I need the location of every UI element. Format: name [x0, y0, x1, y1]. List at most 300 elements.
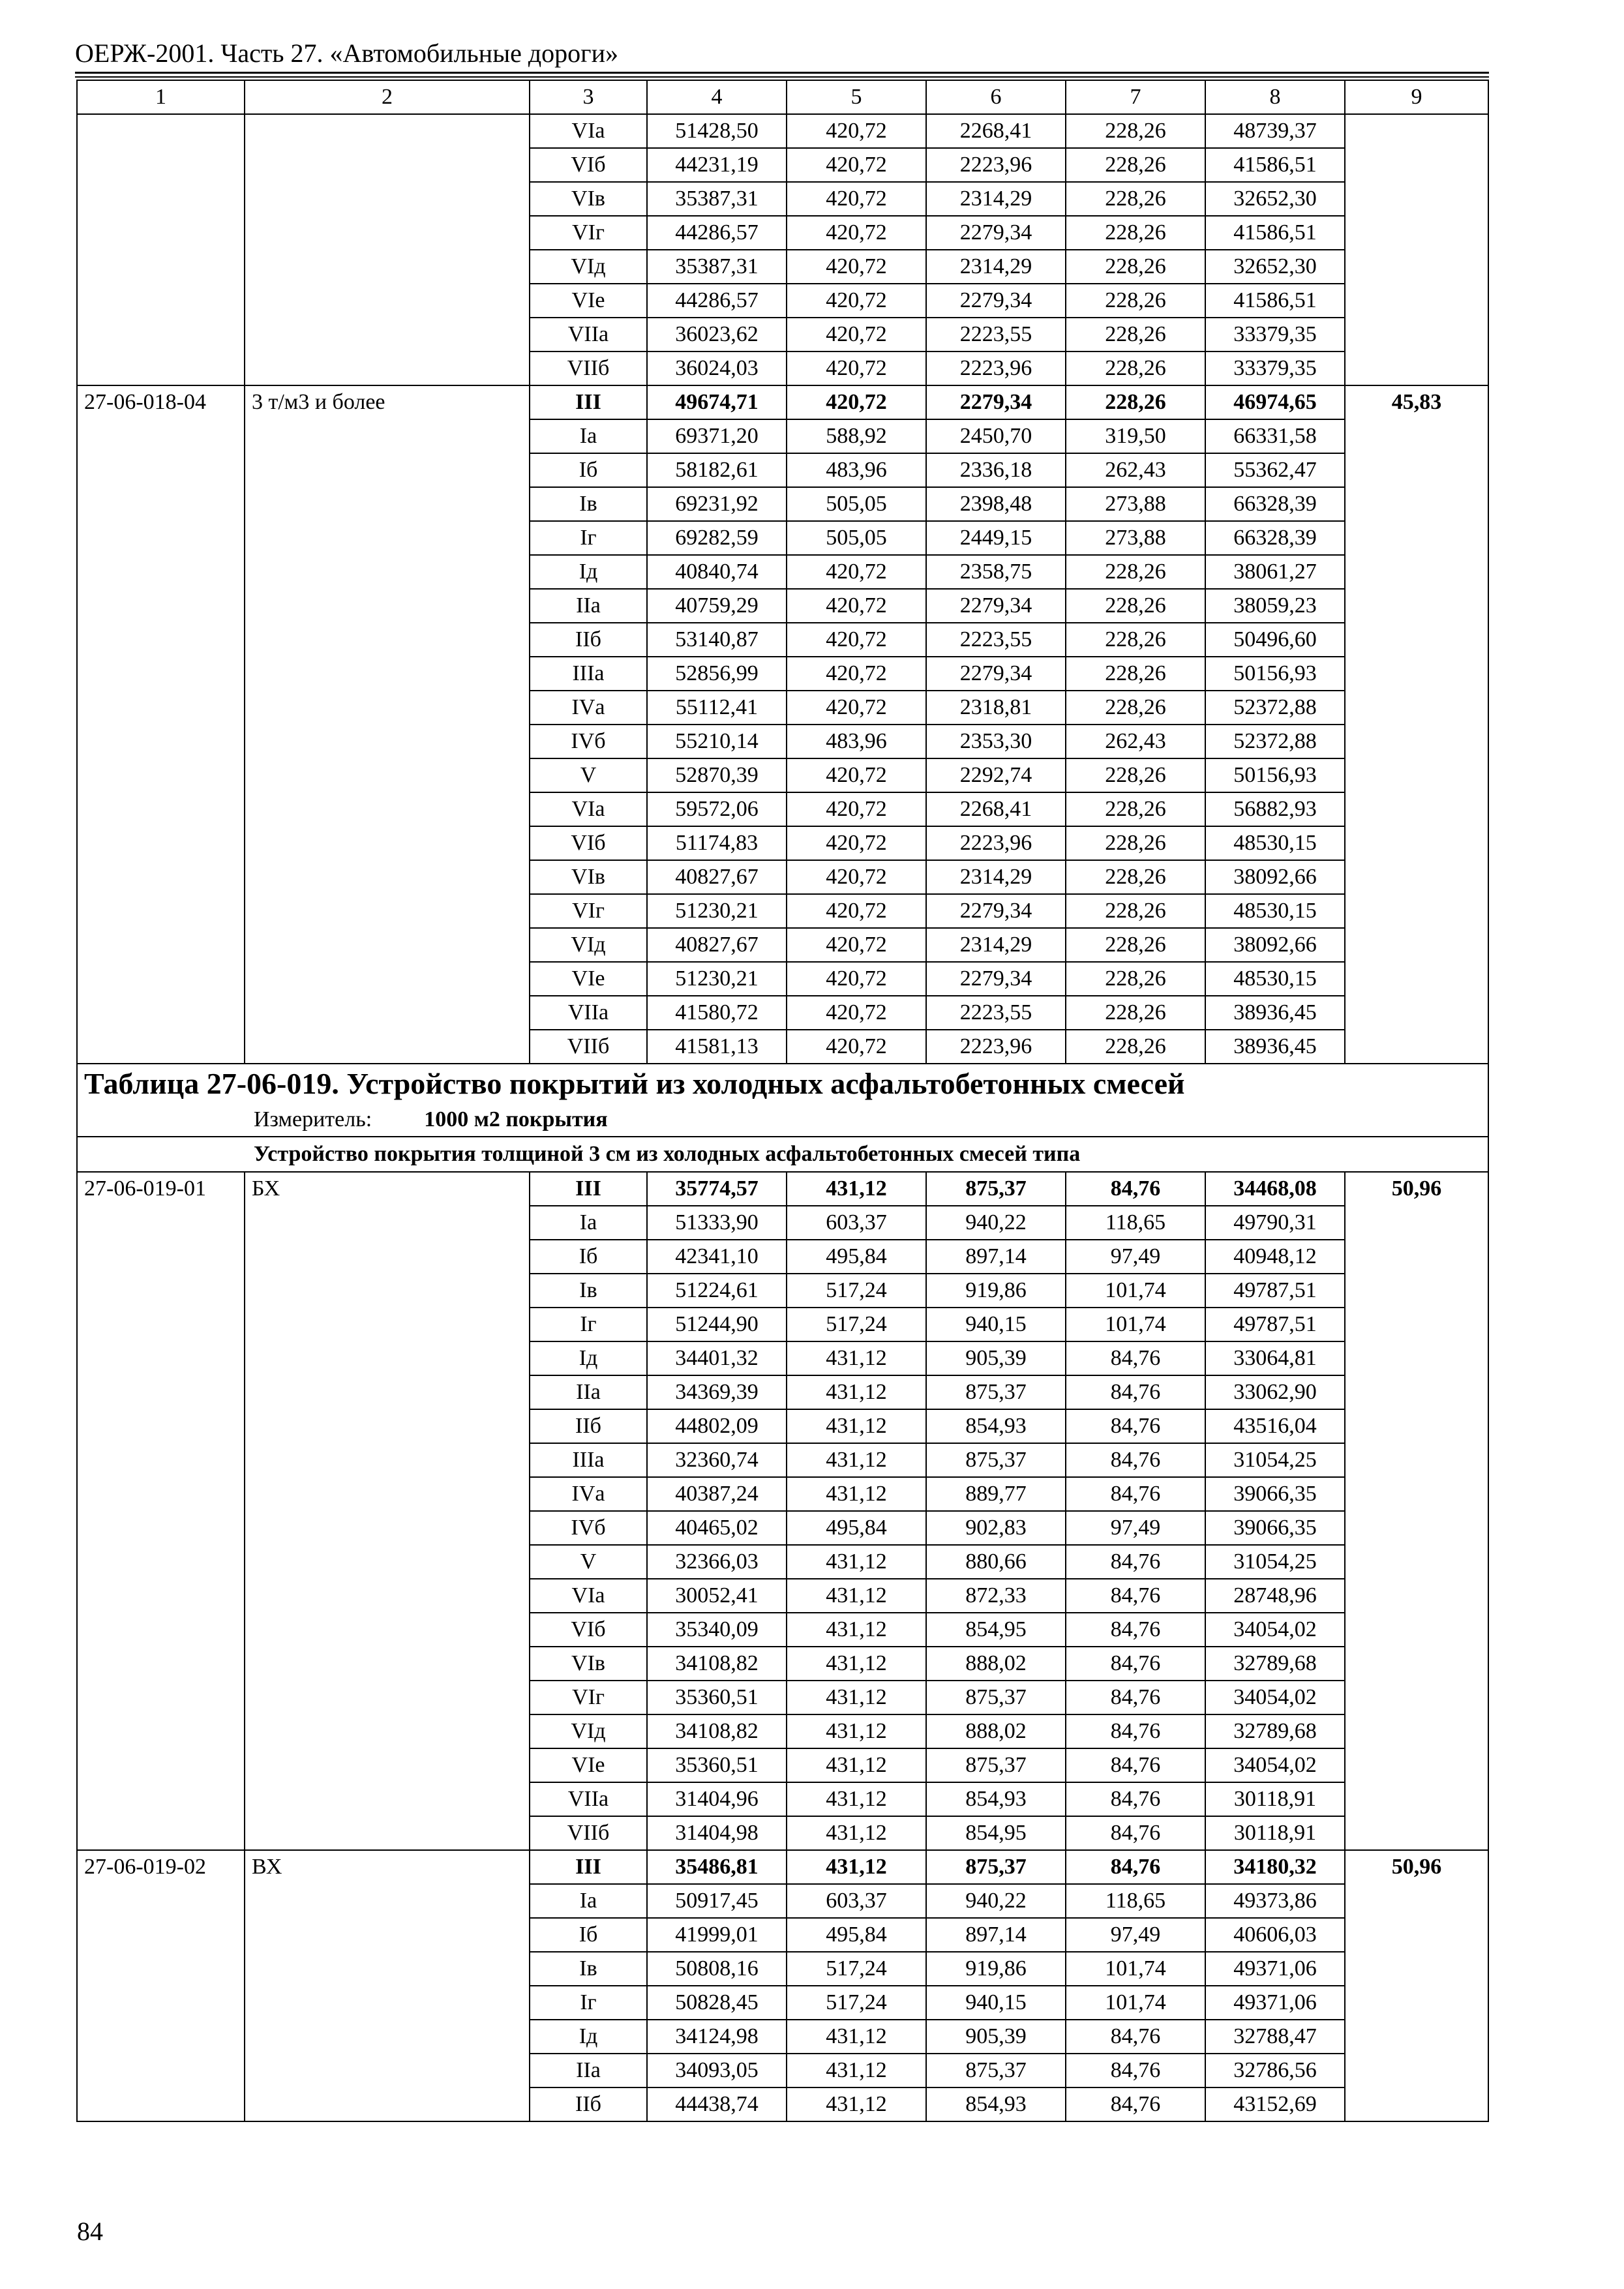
value-cell: 431,12: [787, 1443, 926, 1477]
value-cell: 69371,20: [647, 419, 787, 453]
value-cell: 2223,96: [926, 352, 1066, 385]
value-cell: 420,72: [787, 182, 926, 216]
zone-cell: VIе: [530, 962, 647, 996]
value-cell: 51230,21: [647, 962, 787, 996]
value-cell: 40606,03: [1205, 1918, 1345, 1952]
value-cell: 228,26: [1066, 385, 1205, 419]
zone-cell: IVа: [530, 691, 647, 725]
value-cell: 2223,96: [926, 826, 1066, 860]
value-cell: 38059,23: [1205, 589, 1345, 623]
value-cell: 2314,29: [926, 182, 1066, 216]
value-cell: 2314,29: [926, 250, 1066, 284]
measure-value: 1000 м2 покрытия: [424, 1107, 608, 1131]
zone-cell: Iг: [530, 1308, 647, 1341]
value-cell: 889,77: [926, 1477, 1066, 1511]
value-cell: 2398,48: [926, 487, 1066, 521]
zone-cell: IIIа: [530, 1443, 647, 1477]
value-cell: 420,72: [787, 284, 926, 318]
value-cell: 44231,19: [647, 148, 787, 182]
value-cell: 50808,16: [647, 1952, 787, 1986]
measure-label: Измеритель:: [254, 1107, 372, 1131]
value-cell: 420,72: [787, 691, 926, 725]
value-cell: 69282,59: [647, 521, 787, 555]
zone-cell: Iа: [530, 1884, 647, 1918]
value-cell: 34401,32: [647, 1341, 787, 1375]
value-cell: 84,76: [1066, 1579, 1205, 1613]
value-cell: 49787,51: [1205, 1274, 1345, 1308]
value-cell: 34054,02: [1205, 1613, 1345, 1647]
value-cell: 505,05: [787, 521, 926, 555]
zone-cell: VIIа: [530, 318, 647, 352]
value-cell: 875,37: [926, 1850, 1066, 1884]
value-cell: 33379,35: [1205, 318, 1345, 352]
rate-name-cell: [245, 114, 530, 385]
value-cell: 41586,51: [1205, 216, 1345, 250]
value-cell: 34369,39: [647, 1375, 787, 1409]
value-cell: 431,12: [787, 1172, 926, 1206]
value-cell: 228,26: [1066, 962, 1205, 996]
column-number-row: [77, 80, 1488, 114]
rates-table: [76, 80, 1489, 2122]
zone-cell: Iг: [530, 1986, 647, 2020]
value-cell: 34124,98: [647, 2020, 787, 2054]
value-cell: 40827,67: [647, 928, 787, 962]
zone-cell: VIд: [530, 250, 647, 284]
value-cell: 40827,67: [647, 860, 787, 894]
value-cell: 40840,74: [647, 555, 787, 589]
page-number: 84: [77, 2217, 103, 2246]
col9-cell: 50,96: [1345, 1172, 1488, 1850]
zone-cell: IIб: [530, 623, 647, 657]
zone-cell: Iб: [530, 1918, 647, 1952]
value-cell: 40387,24: [647, 1477, 787, 1511]
zone-cell: VIв: [530, 182, 647, 216]
value-cell: 101,74: [1066, 1986, 1205, 2020]
value-cell: 228,26: [1066, 250, 1205, 284]
zone-cell: Iд: [530, 1341, 647, 1375]
rate-name-cell: 3 т/м3 и более: [245, 385, 530, 1064]
value-cell: 420,72: [787, 996, 926, 1030]
value-cell: 40465,02: [647, 1511, 787, 1545]
column-number-cell: 1: [77, 80, 245, 114]
value-cell: 431,12: [787, 1341, 926, 1375]
value-cell: 483,96: [787, 725, 926, 758]
zone-cell: Iв: [530, 1274, 647, 1308]
zone-cell: Iб: [530, 1240, 647, 1274]
value-cell: 32366,03: [647, 1545, 787, 1579]
value-cell: 228,26: [1066, 691, 1205, 725]
value-cell: 431,12: [787, 1816, 926, 1850]
value-cell: 431,12: [787, 1850, 926, 1884]
value-cell: 42341,10: [647, 1240, 787, 1274]
value-cell: 43516,04: [1205, 1409, 1345, 1443]
value-cell: 228,26: [1066, 352, 1205, 385]
value-cell: 34108,82: [647, 1647, 787, 1681]
value-cell: 2314,29: [926, 928, 1066, 962]
value-cell: 431,12: [787, 2054, 926, 2087]
value-cell: 101,74: [1066, 1308, 1205, 1341]
zone-cell: VIб: [530, 148, 647, 182]
value-cell: 228,26: [1066, 792, 1205, 826]
value-cell: 420,72: [787, 826, 926, 860]
value-cell: 431,12: [787, 1409, 926, 1443]
value-cell: 69231,92: [647, 487, 787, 521]
value-cell: 228,26: [1066, 826, 1205, 860]
value-cell: 51224,61: [647, 1274, 787, 1308]
value-cell: 905,39: [926, 1341, 1066, 1375]
value-cell: 483,96: [787, 453, 926, 487]
value-cell: 56882,93: [1205, 792, 1345, 826]
value-cell: 36024,03: [647, 352, 787, 385]
zone-cell: VIв: [530, 1647, 647, 1681]
value-cell: 2279,34: [926, 657, 1066, 691]
zone-cell: Iд: [530, 2020, 647, 2054]
value-cell: 2353,30: [926, 725, 1066, 758]
table-row: [77, 114, 1488, 148]
value-cell: 228,26: [1066, 182, 1205, 216]
measure-row: [77, 1103, 1488, 1137]
value-cell: 50828,45: [647, 1986, 787, 2020]
value-cell: 84,76: [1066, 1409, 1205, 1443]
value-cell: 48530,15: [1205, 962, 1345, 996]
value-cell: 53140,87: [647, 623, 787, 657]
value-cell: 52856,99: [647, 657, 787, 691]
value-cell: 50496,60: [1205, 623, 1345, 657]
value-cell: 35387,31: [647, 182, 787, 216]
zone-cell: Iб: [530, 453, 647, 487]
zone-cell: VIIб: [530, 352, 647, 385]
value-cell: 420,72: [787, 318, 926, 352]
value-cell: 34054,02: [1205, 1748, 1345, 1782]
zone-cell: VIб: [530, 1613, 647, 1647]
value-cell: 49371,06: [1205, 1986, 1345, 2020]
value-cell: 44438,74: [647, 2087, 787, 2121]
value-cell: 39066,35: [1205, 1477, 1345, 1511]
value-cell: 431,12: [787, 1681, 926, 1714]
value-cell: 41586,51: [1205, 148, 1345, 182]
value-cell: 603,37: [787, 1884, 926, 1918]
value-cell: 2223,55: [926, 623, 1066, 657]
value-cell: 84,76: [1066, 1816, 1205, 1850]
value-cell: 431,12: [787, 1579, 926, 1613]
value-cell: 517,24: [787, 1274, 926, 1308]
value-cell: 420,72: [787, 352, 926, 385]
value-cell: 2358,75: [926, 555, 1066, 589]
value-cell: 940,22: [926, 1206, 1066, 1240]
value-cell: 35360,51: [647, 1748, 787, 1782]
value-cell: 420,72: [787, 758, 926, 792]
value-cell: 2279,34: [926, 962, 1066, 996]
value-cell: 44802,09: [647, 1409, 787, 1443]
value-cell: 52870,39: [647, 758, 787, 792]
value-cell: 84,76: [1066, 1748, 1205, 1782]
value-cell: 66328,39: [1205, 521, 1345, 555]
value-cell: 35774,57: [647, 1172, 787, 1206]
zone-cell: IIа: [530, 1375, 647, 1409]
value-cell: 875,37: [926, 2054, 1066, 2087]
zone-cell: IIа: [530, 589, 647, 623]
value-cell: 84,76: [1066, 1782, 1205, 1816]
value-cell: 2450,70: [926, 419, 1066, 453]
value-cell: 38936,45: [1205, 996, 1345, 1030]
value-cell: 919,86: [926, 1952, 1066, 1986]
value-cell: 517,24: [787, 1986, 926, 2020]
value-cell: 49787,51: [1205, 1308, 1345, 1341]
value-cell: 49790,31: [1205, 1206, 1345, 1240]
value-cell: 888,02: [926, 1647, 1066, 1681]
value-cell: 2268,41: [926, 114, 1066, 148]
zone-cell: VIд: [530, 928, 647, 962]
value-cell: 228,26: [1066, 284, 1205, 318]
value-cell: 48739,37: [1205, 114, 1345, 148]
zone-cell: IVб: [530, 1511, 647, 1545]
value-cell: 84,76: [1066, 2087, 1205, 2121]
value-cell: 228,26: [1066, 623, 1205, 657]
value-cell: 84,76: [1066, 2020, 1205, 2054]
value-cell: 46974,65: [1205, 385, 1345, 419]
value-cell: 118,65: [1066, 1206, 1205, 1240]
value-cell: 431,12: [787, 1782, 926, 1816]
value-cell: 875,37: [926, 1681, 1066, 1714]
value-cell: 431,12: [787, 1714, 926, 1748]
value-cell: 262,43: [1066, 453, 1205, 487]
value-cell: 31404,98: [647, 1816, 787, 1850]
value-cell: 97,49: [1066, 1511, 1205, 1545]
subheading-row: [77, 1137, 1488, 1172]
zone-cell: Iв: [530, 487, 647, 521]
value-cell: 30118,91: [1205, 1816, 1345, 1850]
rate-name-cell: БХ: [245, 1172, 530, 1850]
value-cell: 228,26: [1066, 318, 1205, 352]
value-cell: 495,84: [787, 1511, 926, 1545]
value-cell: 854,95: [926, 1816, 1066, 1850]
value-cell: 36023,62: [647, 318, 787, 352]
value-cell: 31404,96: [647, 1782, 787, 1816]
value-cell: 228,26: [1066, 657, 1205, 691]
value-cell: 420,72: [787, 250, 926, 284]
value-cell: 55362,47: [1205, 453, 1345, 487]
value-cell: 38061,27: [1205, 555, 1345, 589]
value-cell: 228,26: [1066, 894, 1205, 928]
value-cell: 420,72: [787, 928, 926, 962]
value-cell: 84,76: [1066, 1375, 1205, 1409]
value-cell: 118,65: [1066, 1884, 1205, 1918]
value-cell: 84,76: [1066, 1545, 1205, 1579]
value-cell: 603,37: [787, 1206, 926, 1240]
column-number-cell: 8: [1205, 80, 1345, 114]
value-cell: 431,12: [787, 2087, 926, 2121]
value-cell: 34468,08: [1205, 1172, 1345, 1206]
col9-cell: [1345, 114, 1488, 385]
table-row: [77, 385, 1488, 419]
value-cell: 431,12: [787, 1748, 926, 1782]
value-cell: 420,72: [787, 148, 926, 182]
value-cell: 420,72: [787, 1030, 926, 1064]
zone-cell: VIв: [530, 860, 647, 894]
value-cell: 84,76: [1066, 1477, 1205, 1511]
zone-cell: V: [530, 758, 647, 792]
value-cell: 854,95: [926, 1613, 1066, 1647]
value-cell: 420,72: [787, 962, 926, 996]
value-cell: 495,84: [787, 1240, 926, 1274]
value-cell: 33064,81: [1205, 1341, 1345, 1375]
rate-code-cell: 27-06-018-04: [77, 385, 245, 1064]
value-cell: 32789,68: [1205, 1647, 1345, 1681]
zone-cell: VIг: [530, 894, 647, 928]
value-cell: 228,26: [1066, 589, 1205, 623]
zone-cell: VIб: [530, 826, 647, 860]
value-cell: 32786,56: [1205, 2054, 1345, 2087]
value-cell: 38092,66: [1205, 928, 1345, 962]
value-cell: 39066,35: [1205, 1511, 1345, 1545]
value-cell: 34054,02: [1205, 1681, 1345, 1714]
table-body: [77, 80, 1488, 2121]
value-cell: 51428,50: [647, 114, 787, 148]
zone-cell: Iа: [530, 419, 647, 453]
value-cell: 2314,29: [926, 860, 1066, 894]
value-cell: 84,76: [1066, 1341, 1205, 1375]
value-cell: 48530,15: [1205, 826, 1345, 860]
value-cell: 51174,83: [647, 826, 787, 860]
value-cell: 875,37: [926, 1443, 1066, 1477]
zone-cell: VIд: [530, 1714, 647, 1748]
value-cell: 48530,15: [1205, 894, 1345, 928]
value-cell: 97,49: [1066, 1240, 1205, 1274]
value-cell: 940,22: [926, 1884, 1066, 1918]
rate-code-cell: 27-06-019-02: [77, 1850, 245, 2121]
value-cell: 2223,96: [926, 148, 1066, 182]
value-cell: 43152,69: [1205, 2087, 1345, 2121]
value-cell: 58182,61: [647, 453, 787, 487]
value-cell: 84,76: [1066, 1850, 1205, 1884]
value-cell: 854,93: [926, 2087, 1066, 2121]
value-cell: 940,15: [926, 1986, 1066, 2020]
value-cell: 517,24: [787, 1952, 926, 1986]
value-cell: 35387,31: [647, 250, 787, 284]
zone-cell: III: [530, 1172, 647, 1206]
value-cell: 431,12: [787, 1613, 926, 1647]
column-number-cell: 6: [926, 80, 1066, 114]
zone-cell: IVб: [530, 725, 647, 758]
value-cell: 2223,55: [926, 996, 1066, 1030]
measure-cell: [77, 1103, 1488, 1137]
value-cell: 897,14: [926, 1240, 1066, 1274]
value-cell: 84,76: [1066, 1172, 1205, 1206]
value-cell: 34093,05: [647, 2054, 787, 2087]
value-cell: 420,72: [787, 894, 926, 928]
value-cell: 40948,12: [1205, 1240, 1345, 1274]
value-cell: 51230,21: [647, 894, 787, 928]
zone-cell: IIIа: [530, 657, 647, 691]
value-cell: 273,88: [1066, 521, 1205, 555]
value-cell: 880,66: [926, 1545, 1066, 1579]
zone-cell: IIб: [530, 1409, 647, 1443]
value-cell: 84,76: [1066, 1681, 1205, 1714]
table-title-row: [77, 1064, 1488, 1103]
value-cell: 55210,14: [647, 725, 787, 758]
value-cell: 420,72: [787, 216, 926, 250]
zone-cell: IVа: [530, 1477, 647, 1511]
subheading: Устройство покрытия толщиной 3 см из холодных асфальтобетонных смесей типа: [77, 1137, 1488, 1172]
value-cell: 84,76: [1066, 2054, 1205, 2087]
value-cell: 875,37: [926, 1375, 1066, 1409]
column-number-cell: 3: [530, 80, 647, 114]
value-cell: 33062,90: [1205, 1375, 1345, 1409]
value-cell: 66331,58: [1205, 419, 1345, 453]
table-row: [77, 1850, 1488, 1884]
column-number-cell: 7: [1066, 80, 1205, 114]
value-cell: 431,12: [787, 1647, 926, 1681]
zone-cell: VIIб: [530, 1816, 647, 1850]
value-cell: 32360,74: [647, 1443, 787, 1477]
value-cell: 420,72: [787, 860, 926, 894]
zone-cell: III: [530, 1850, 647, 1884]
zone-cell: VIIа: [530, 1782, 647, 1816]
value-cell: 495,84: [787, 1918, 926, 1952]
value-cell: 50156,93: [1205, 758, 1345, 792]
value-cell: 32789,68: [1205, 1714, 1345, 1748]
value-cell: 50156,93: [1205, 657, 1345, 691]
value-cell: 38092,66: [1205, 860, 1345, 894]
value-cell: 2279,34: [926, 216, 1066, 250]
value-cell: 84,76: [1066, 1443, 1205, 1477]
col9-cell: 45,83: [1345, 385, 1488, 1064]
value-cell: 228,26: [1066, 996, 1205, 1030]
rate-code-cell: 27-06-019-01: [77, 1172, 245, 1850]
value-cell: 41999,01: [647, 1918, 787, 1952]
value-cell: 431,12: [787, 1545, 926, 1579]
value-cell: 84,76: [1066, 1714, 1205, 1748]
header-rule: [75, 72, 1489, 74]
value-cell: 872,33: [926, 1579, 1066, 1613]
value-cell: 319,50: [1066, 419, 1205, 453]
value-cell: 228,26: [1066, 114, 1205, 148]
column-number-cell: 5: [787, 80, 926, 114]
value-cell: 101,74: [1066, 1952, 1205, 1986]
zone-cell: VIе: [530, 1748, 647, 1782]
value-cell: 41586,51: [1205, 284, 1345, 318]
value-cell: 2318,81: [926, 691, 1066, 725]
value-cell: 84,76: [1066, 1613, 1205, 1647]
value-cell: 420,72: [787, 792, 926, 826]
zone-cell: IIа: [530, 2054, 647, 2087]
value-cell: 31054,25: [1205, 1443, 1345, 1477]
value-cell: 97,49: [1066, 1918, 1205, 1952]
value-cell: 854,93: [926, 1782, 1066, 1816]
value-cell: 51333,90: [647, 1206, 787, 1240]
value-cell: 2223,55: [926, 318, 1066, 352]
value-cell: 228,26: [1066, 1030, 1205, 1064]
value-cell: 101,74: [1066, 1274, 1205, 1308]
value-cell: 228,26: [1066, 148, 1205, 182]
value-cell: 2279,34: [926, 589, 1066, 623]
zone-cell: VIIб: [530, 1030, 647, 1064]
value-cell: 420,72: [787, 589, 926, 623]
value-cell: 34180,32: [1205, 1850, 1345, 1884]
value-cell: 30052,41: [647, 1579, 787, 1613]
value-cell: 2279,34: [926, 284, 1066, 318]
zone-cell: VIе: [530, 284, 647, 318]
value-cell: 35360,51: [647, 1681, 787, 1714]
value-cell: 420,72: [787, 555, 926, 589]
value-cell: 55112,41: [647, 691, 787, 725]
value-cell: 897,14: [926, 1918, 1066, 1952]
value-cell: 588,92: [787, 419, 926, 453]
value-cell: 431,12: [787, 1375, 926, 1409]
table-row: [77, 1172, 1488, 1206]
value-cell: 420,72: [787, 657, 926, 691]
value-cell: 517,24: [787, 1308, 926, 1341]
